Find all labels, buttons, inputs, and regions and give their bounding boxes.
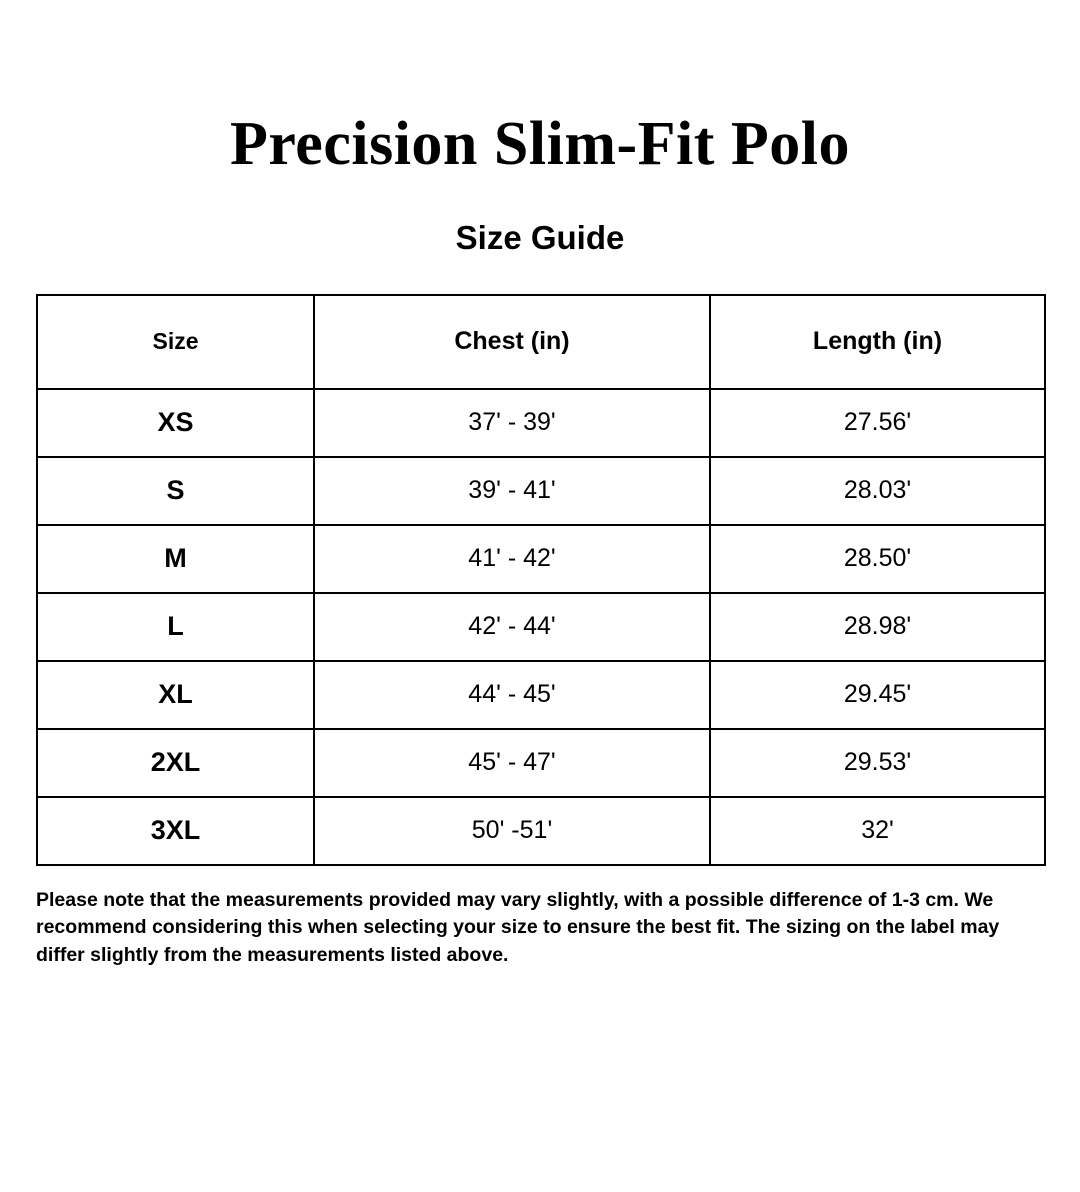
cell-chest: 44' - 45' [314,661,710,729]
table-row [37,525,1045,593]
measurement-disclaimer: Please note that the measurements provided may vary slightly, with a possible difference of 1-3 cm. We recommend considering this when selecting your size to ensure the best fit. The sizing on the label may differ slightly from the measurements listed above. [36,888,1000,966]
cell-chest: 42' - 44' [314,593,710,661]
column-header-length: Length (in) [710,295,1045,389]
page-subtitle: Size Guide [455,218,625,256]
cell-length: 28.50' [710,525,1045,593]
cell-size: 2XL [37,729,314,797]
cell-length: 32' [710,797,1045,865]
cell-length: 29.53' [710,729,1045,797]
cell-size: S [37,457,314,525]
column-header-size: Size [37,295,314,389]
cell-length: 29.45' [710,661,1045,729]
table-header-row [37,295,1045,389]
cell-length: 28.03' [710,457,1045,525]
cell-chest: 50' -51' [314,797,710,865]
column-header-chest: Chest (in) [314,295,710,389]
table-header [37,295,1045,389]
cell-size: L [37,593,314,661]
table-body [37,389,1045,865]
cell-length: 28.98' [710,593,1045,661]
size-guide-page [0,112,1080,1192]
cell-chest: 41' - 42' [314,525,710,593]
table-row [37,661,1045,729]
cell-chest: 37' - 39' [314,389,710,457]
cell-chest: 39' - 41' [314,457,710,525]
table-row [37,389,1045,457]
table-row [37,729,1045,797]
page-title: Precision Slim-Fit Polo [230,110,850,178]
table-row [37,797,1045,865]
table-row [37,457,1045,525]
cell-length: 27.56' [710,389,1045,457]
cell-chest: 45' - 47' [314,729,710,797]
table-row [37,593,1045,661]
cell-size: XS [37,389,314,457]
cell-size: XL [37,661,314,729]
cell-size: 3XL [37,797,314,865]
cell-size: M [37,525,314,593]
size-chart-table [36,294,1046,866]
